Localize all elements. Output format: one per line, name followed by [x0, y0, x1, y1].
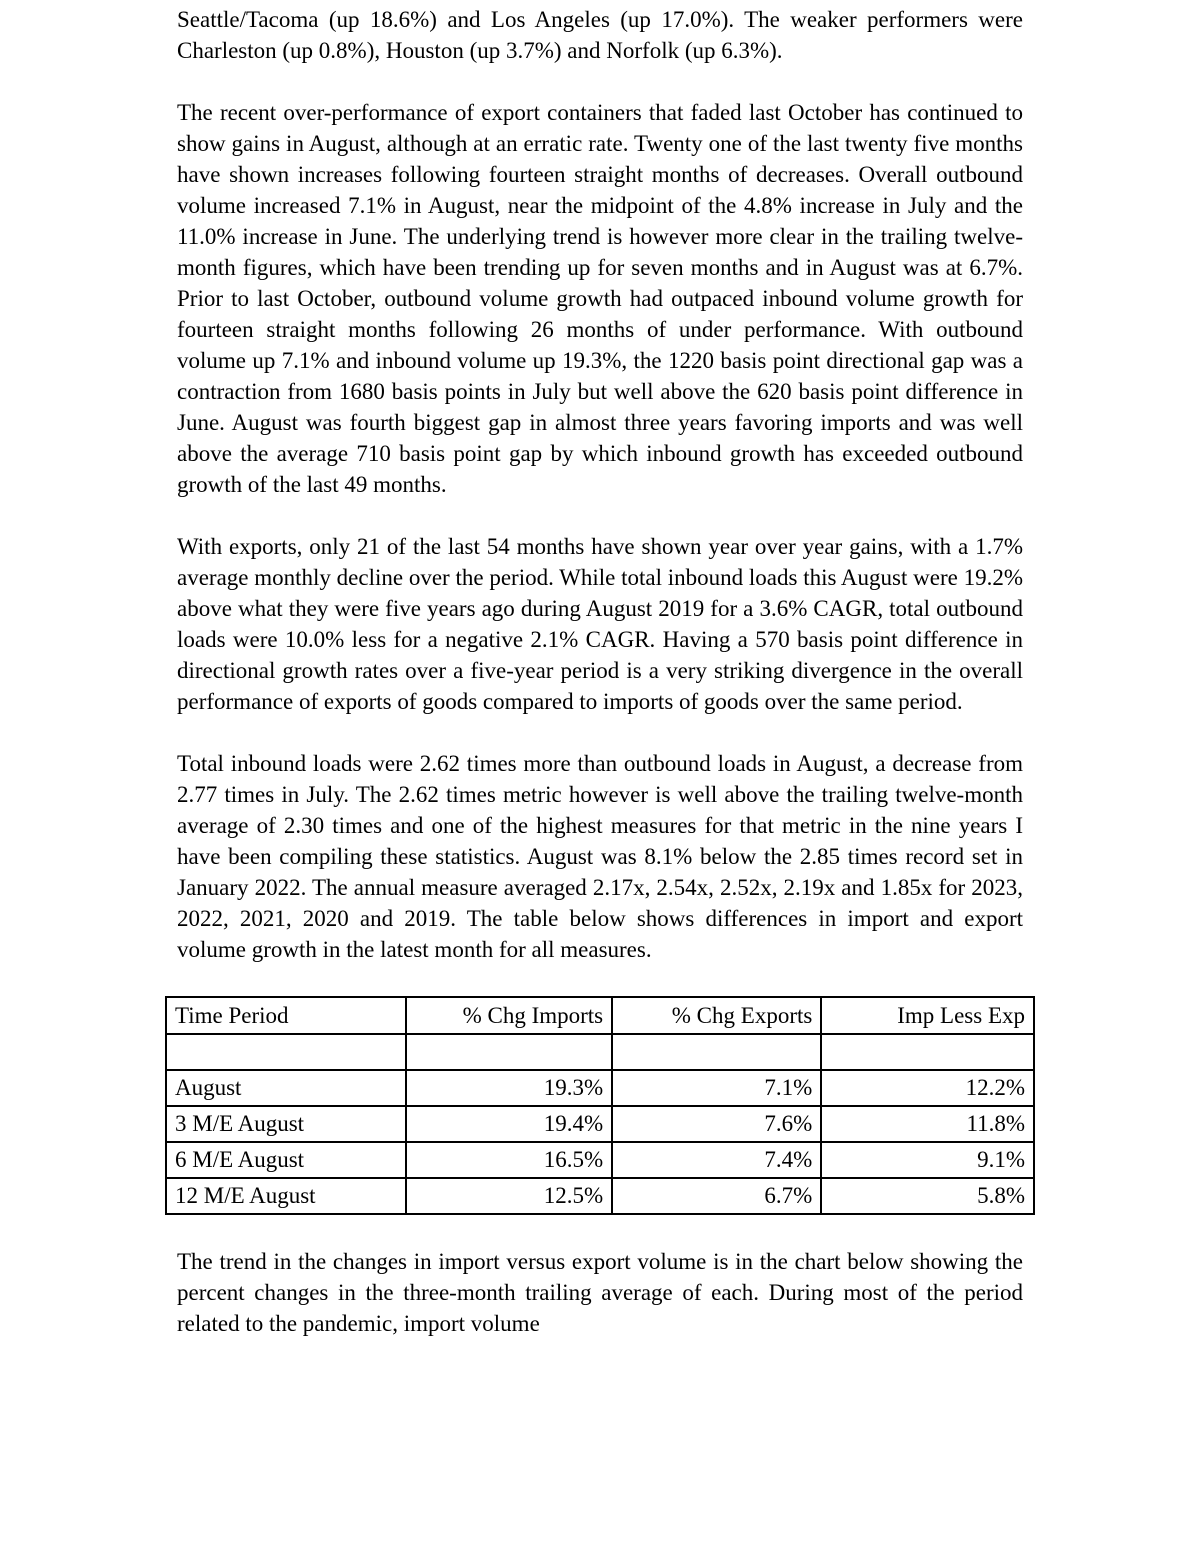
table-cell-imports: 19.4% — [406, 1106, 613, 1142]
table-cell-imports: 12.5% — [406, 1178, 613, 1214]
table-cell-diff: 5.8% — [821, 1178, 1034, 1214]
table-cell-period: 6 M/E August — [166, 1142, 406, 1178]
table-header-imp-less-exp: Imp Less Exp — [821, 997, 1034, 1034]
table-cell-diff: 11.8% — [821, 1106, 1034, 1142]
table-cell-empty — [821, 1034, 1034, 1070]
table-row-3me-august — [166, 1106, 1034, 1142]
table-cell-period: August — [166, 1070, 406, 1106]
table-cell-diff: 9.1% — [821, 1142, 1034, 1178]
table-cell-empty — [166, 1034, 406, 1070]
table-row-august — [166, 1070, 1034, 1106]
table-cell-empty — [406, 1034, 613, 1070]
table-cell-imports: 19.3% — [406, 1070, 613, 1106]
table-cell-exports: 7.1% — [612, 1070, 821, 1106]
table-cell-empty — [612, 1034, 821, 1070]
table-cell-exports: 6.7% — [612, 1178, 821, 1214]
table-row-6me-august — [166, 1142, 1034, 1178]
paragraph-inbound-ratio: Total inbound loads were 2.62 times more than outbound loads in August, a decrease from 2.77 times in July. The 2.62 times metric however is well above the trailing twelve-month average of 2.30 times and one of the highest measures for that metric in the nine years I have been compiling these statistics. August was 8.1% below the 2.85 times record set in January 2022. The annual measure averaged 2.17x, 2.54x, 2.52x, 2.19x and 1.85x for 2023, 2022, 2021, 2020 and 2019. The table below shows differences in import and export volume growth in the latest month for all measures. — [177, 751, 1023, 962]
table-row-12me-august — [166, 1178, 1034, 1214]
paragraph-trend-chart-intro: The trend in the changes in import versus export volume is in the chart below showing the percent changes in the three-month trailing average of each. During most of the period related to the pandemic, import volume — [177, 1249, 1023, 1336]
table-cell-exports: 7.6% — [612, 1106, 821, 1142]
paragraph-exports-cagr: With exports, only 21 of the last 54 months have shown year over year gains, with a 1.7% average monthly decline over the period. While total inbound loads this August were 19.2% above what they were five years ago during August 2019 for a 3.6% CAGR, total outbound loads were 10.0% less for a negative 2.1% CAGR. Having a 570 basis point difference in directional growth rates over a five-year period is a very striking divergence in the overall performance of exports of goods compared to imports of goods over the same period. — [177, 534, 1023, 714]
import-export-growth-table — [165, 996, 1035, 1215]
table-cell-diff: 12.2% — [821, 1070, 1034, 1106]
paragraph-port-performers: Seattle/Tacoma (up 18.6%) and Los Angeles (up 17.0%). The weaker performers were Charleston (up 0.8%), Houston (up 3.7%) and Norfolk (up 6.3%). — [177, 7, 1023, 63]
table-header-chg-exports: % Chg Exports — [612, 997, 821, 1034]
table-cell-period: 3 M/E August — [166, 1106, 406, 1142]
table-cell-imports: 16.5% — [406, 1142, 613, 1178]
table-header-row — [166, 997, 1034, 1034]
table-header-time-period: Time Period — [166, 997, 406, 1034]
paragraph-export-overperformance: The recent over-performance of export containers that faded last October has continued to show gains in August, although at an erratic rate. Twenty one of the last twenty five months have shown increases following fourteen straight months of decreases. Overall outbound volume increased 7.1% in August, near the midpoint of the 4.8% increase in July and the 11.0% increase in June. The underlying trend is however more clear in the trailing twelve-month figures, which have been trending up for seven months and in August was at 6.7%. Prior to last October, outbound volume growth had outpaced inbound volume growth for fourteen straight months following 26 months of under performance. With outbound volume up 7.1% and inbound volume up 19.3%, the 1220 basis point directional gap was a contraction from 1680 basis points in July but well above the 620 basis point difference in June. August was fourth biggest gap in almost three years favoring imports and was well above the average 710 basis point gap by which inbound growth has exceeded outbound growth of the last 49 months. — [177, 100, 1023, 497]
table-cell-exports: 7.4% — [612, 1142, 821, 1178]
table-cell-period: 12 M/E August — [166, 1178, 406, 1214]
table-spacer-row — [166, 1034, 1034, 1070]
table-header-chg-imports: % Chg Imports — [406, 997, 613, 1034]
